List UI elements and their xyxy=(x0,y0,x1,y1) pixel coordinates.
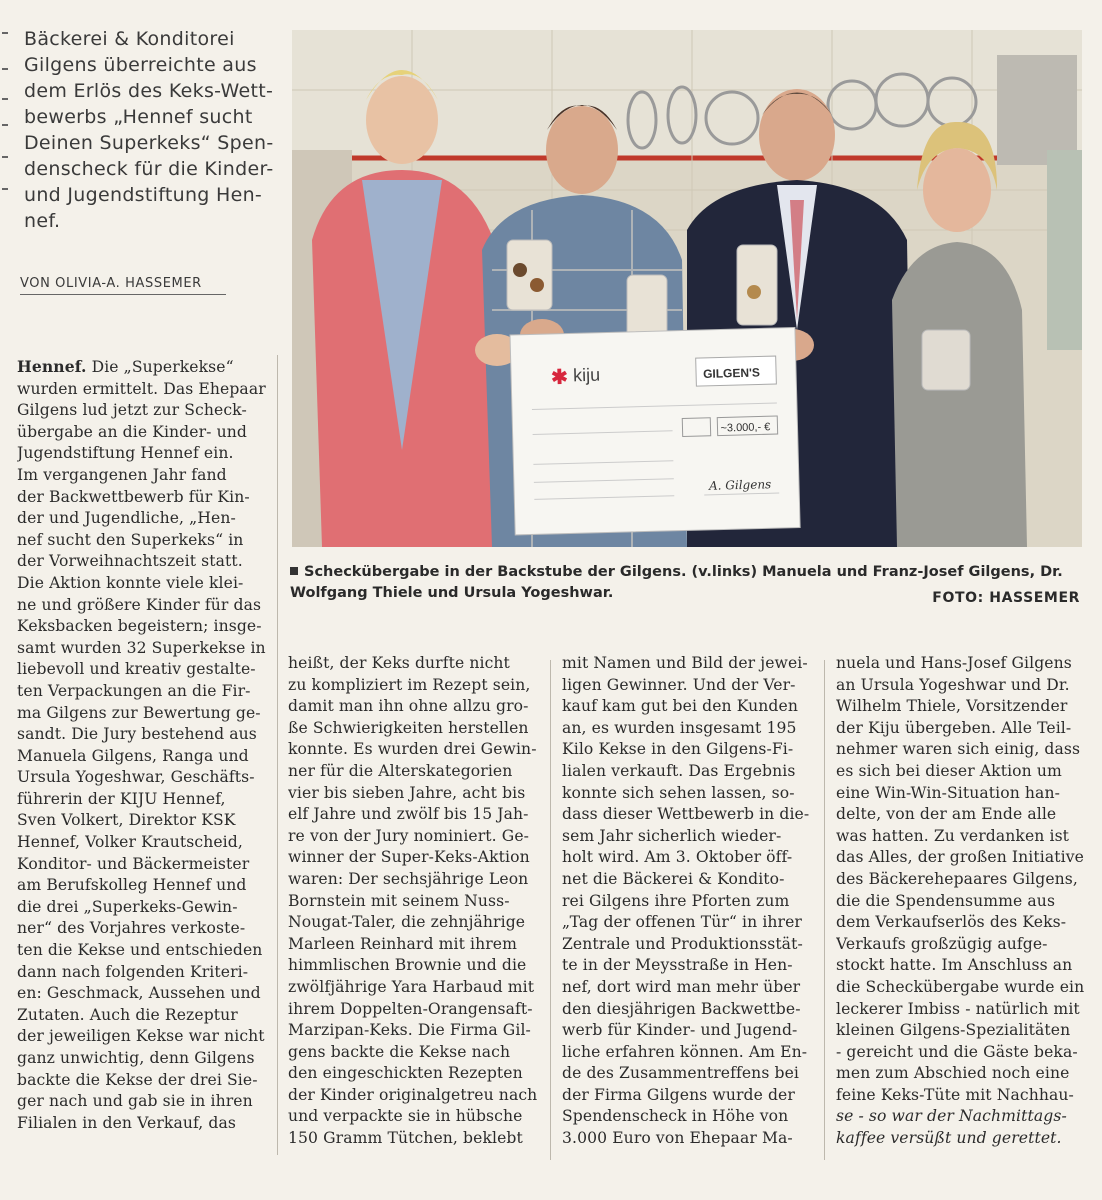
column-line: nuela und Hans-Josef Gilgens xyxy=(836,654,1072,672)
lead-line: und Jugendstiftung Hen- xyxy=(24,184,263,206)
column-line: ligen Gewinner. Und der Ver- xyxy=(562,675,796,694)
column-line: konnte. Es wurden drei Gewin- xyxy=(288,740,537,759)
column-line: die Scheckübergabe wurde ein xyxy=(836,977,1085,996)
column-line: ner“ des Vorjahres verkoste- xyxy=(17,919,246,938)
column-line: kleinen Gilgens-Spezialitäten xyxy=(836,1021,1071,1040)
column-line: Keksbacken begeistern; insge- xyxy=(17,617,262,636)
column-line: Filialen in den Verkauf, das xyxy=(17,1113,237,1132)
column-line: Wilhelm Thiele, Vorsitzender xyxy=(836,697,1068,716)
column-line: Sven Volkert, Direktor KSK xyxy=(17,811,236,830)
column-line: an, es wurden insgesamt 195 xyxy=(562,718,797,737)
column-line xyxy=(17,356,267,379)
cheque-logo-left: kiju xyxy=(572,364,601,386)
column-line: Kilo Kekse in den Gilgens-Fi- xyxy=(562,740,794,759)
column-line: samt wurden 32 Superkekse in xyxy=(17,638,266,657)
column-line: der und Jugendliche, „Hen- xyxy=(17,509,236,528)
column-line: liebevoll und kreativ gestalte- xyxy=(17,660,256,679)
column-line: en: Geschmack, Aussehen und xyxy=(17,984,261,1003)
lead-line: Deinen Superkeks“ Spen- xyxy=(24,132,274,154)
column-line: Gilgens lud jetzt zur Scheck- xyxy=(17,401,247,420)
column-line: Konditor- und Bäckermeister xyxy=(17,854,250,873)
column-line: die drei „Superkeks-Gewin- xyxy=(17,897,238,916)
column-divider xyxy=(550,660,551,1160)
column-line: führerin der KIJU Hennef, xyxy=(17,789,226,808)
column-line: ihrem Doppelten-Orangensaft- xyxy=(288,999,533,1018)
column-line: eine Win-Win-Situation han- xyxy=(836,783,1060,802)
column-line: Manuela Gilgens, Ranga und xyxy=(17,746,249,765)
article-lead xyxy=(24,26,274,234)
column-line: lialen verkauft. Das Ergebnis xyxy=(562,761,796,780)
column-line: net die Bäckerei & Kondito- xyxy=(562,869,785,888)
column-line: feine Keks-Tüte mit Nachhau- xyxy=(836,1085,1074,1104)
column-line: sandt. Die Jury bestehend aus xyxy=(17,725,257,744)
column-line: kauf kam gut bei den Kunden xyxy=(562,697,798,716)
column-line: das Alles, der großen Initiative xyxy=(836,848,1084,867)
cheque-amount: ~3.000,- € xyxy=(720,421,771,435)
column-line: heißt, der Keks durfte nicht xyxy=(288,654,510,672)
column-line: dann nach folgenden Kriteri- xyxy=(17,962,249,981)
article-column-2 xyxy=(288,653,540,1150)
column-line: ger nach und gab sie in ihren xyxy=(17,1092,253,1111)
caption-line-1 xyxy=(290,562,1082,583)
column-line: himmlischen Brownie und die xyxy=(288,956,527,975)
column-line: ße Schwierigkeiten herstellen xyxy=(288,718,529,737)
column-line: 150 Gramm Tütchen, beklebt xyxy=(288,1129,523,1148)
column-line: den diesjährigen Backwettbe- xyxy=(562,999,801,1018)
column-line: Zutaten. Auch die Rezeptur xyxy=(17,1005,238,1024)
column-line: winner der Super-Keks-Aktion xyxy=(288,848,530,867)
column-divider xyxy=(824,660,825,1160)
column-line: se - so war der Nachmittags- xyxy=(836,1107,1067,1126)
column-line: es sich bei dieser Aktion um xyxy=(836,761,1062,780)
column-line: ten die Kekse und entschieden xyxy=(17,941,263,960)
column-line: zwölfjährige Yara Harbaud mit xyxy=(288,977,535,996)
column-line: 3.000 Euro von Ehepaar Ma- xyxy=(562,1129,793,1148)
column-line: nehmer waren sich einig, dass xyxy=(836,740,1081,759)
column-line: werb für Kinder- und Jugend- xyxy=(562,1021,798,1040)
article-photo xyxy=(292,30,1082,547)
column-line: Spendenscheck in Höhe von xyxy=(562,1107,789,1126)
column-line: stockt hatte. Im Anschluss an xyxy=(836,956,1073,975)
column-line: der Kinder originalgetreu nach xyxy=(288,1085,538,1104)
column-line: men zum Abschied noch eine xyxy=(836,1064,1070,1083)
column-line: Ursula Yogeshwar, Geschäfts- xyxy=(17,768,255,787)
column-line: te in der Meysstraße in Hen- xyxy=(562,956,793,975)
column-line: Im vergangenen Jahr fand xyxy=(17,465,227,484)
caption-text-1: Scheckübergabe in der Backstube der Gilgens. (v.links) Manuela und Franz-Josef Gilgens, Dr. xyxy=(304,564,1063,580)
column-line: Jugendstiftung Hennef ein. xyxy=(17,444,234,463)
column-line: ner für die Alterskategorien xyxy=(288,761,513,780)
column-line: übergabe an die Kinder- und xyxy=(17,422,247,441)
lead-line: Gilgens überreichte aus xyxy=(24,54,257,76)
svg-text:✱: ✱ xyxy=(550,366,569,389)
column-line: ma Gilgens zur Bewertung ge- xyxy=(17,703,261,722)
caption-text-2: Wolfgang Thiele und Ursula Yogeshwar. xyxy=(290,585,614,601)
column-line: und verpackte sie in hübsche xyxy=(288,1107,523,1126)
column-line: Die Aktion konnte viele klei- xyxy=(17,573,244,592)
column-line: backte die Kekse der drei Sie- xyxy=(17,1070,258,1089)
column-line: Verkaufs großzügig aufge- xyxy=(836,934,1048,953)
column-line: nef sucht den Superkeks“ in xyxy=(17,530,244,549)
article-column-1 xyxy=(17,356,267,1134)
byline: VON OLIVIA-A. HASSEMER xyxy=(20,276,226,295)
column-line: ten Verpackungen an die Fir- xyxy=(17,681,251,700)
photo-credit: FOTO: HASSEMER xyxy=(932,590,1080,606)
column-line: delte, von der am Ende alle xyxy=(836,805,1057,824)
page-edge-marks xyxy=(0,28,12,228)
column-line: „Tag der offenen Tür“ in ihrer xyxy=(562,913,802,932)
column-line: waren: Der sechsjährige Leon xyxy=(288,869,529,888)
column-line: den eingeschickten Rezepten xyxy=(288,1064,523,1083)
column-line: elf Jahre und zwölf bis 15 Jah- xyxy=(288,805,529,824)
column-line: de des Zusammentreffens bei xyxy=(562,1064,799,1083)
lead-line: dem Erlös des Keks-Wett- xyxy=(24,80,274,102)
column-line: gens backte die Kekse nach xyxy=(288,1042,511,1061)
column-line: Nougat-Taler, die zehnjährige xyxy=(288,913,526,932)
lead-line: bewerbs „Hennef sucht xyxy=(24,106,253,128)
column-line: nef, dort wird man mehr über xyxy=(562,977,801,996)
photo-illustration xyxy=(292,30,1082,547)
column-line: Zentrale und Produktionsstät- xyxy=(562,934,803,953)
column-line: Hennef, Volker Krautscheid, xyxy=(17,833,243,852)
column-line: vier bis sieben Jahre, acht bis xyxy=(288,783,526,802)
article-column-3 xyxy=(562,653,814,1150)
column-line: zu kompliziert im Rezept sein, xyxy=(288,675,531,694)
column-line: dem Verkaufserlös des Keks- xyxy=(836,913,1067,932)
column-line: Marleen Reinhard mit ihrem xyxy=(288,934,517,953)
lead-line: Bäckerei & Konditorei xyxy=(24,28,235,50)
column-line: die die Spendensumme aus xyxy=(836,891,1056,910)
column-line: mit Namen und Bild der jewei- xyxy=(562,654,808,672)
column-line: ganz unwichtig, denn Gilgens xyxy=(17,1049,255,1067)
column-line: was hatten. Zu verdanken ist xyxy=(836,826,1070,845)
column-line: der Backwettbewerb für Kin- xyxy=(17,487,250,506)
column-line: leckerer Imbiss - natürlich mit xyxy=(836,999,1080,1018)
column-divider xyxy=(277,355,278,1155)
column-line: konnte sich sehen lassen, so- xyxy=(562,783,795,802)
dateline: Hennef. xyxy=(17,357,87,376)
column-line: sem Jahr sicherlich wieder- xyxy=(562,826,782,845)
column-line: damit man ihn ohne allzu gro- xyxy=(288,697,529,716)
lead-line: nef. xyxy=(24,210,61,232)
column-line: der jeweiligen Kekse war nicht xyxy=(17,1027,265,1046)
article-column-4 xyxy=(836,653,1088,1150)
caption-bullet-icon xyxy=(290,567,298,575)
cheque-logo-right: GILGEN'S xyxy=(702,365,761,381)
column-line: wurden ermittelt. Das Ehepaar xyxy=(17,379,266,398)
column-line: ne und größere Kinder für das xyxy=(17,595,262,614)
lead-line: denscheck für die Kinder- xyxy=(24,158,274,180)
column-line: an Ursula Yogeshwar und Dr. xyxy=(836,675,1070,694)
column-line: holt wird. Am 3. Oktober öff- xyxy=(562,848,793,867)
column-line: der Vorweihnachtszeit statt. xyxy=(17,552,243,571)
cheque-signature: A. Gilgens xyxy=(708,477,772,493)
column-line: rei Gilgens ihre Pforten zum xyxy=(562,891,790,910)
column-line: des Bäckerehepaares Gilgens, xyxy=(836,869,1078,888)
column-line: am Berufskolleg Hennef und xyxy=(17,876,247,895)
column-line: dass dieser Wettbewerb in die- xyxy=(562,805,810,824)
column-line-rest: Die „Superkekse“ xyxy=(86,358,234,376)
column-line: - gereicht und die Gäste beka- xyxy=(836,1042,1078,1061)
column-line: Marzipan-Keks. Die Firma Gil- xyxy=(288,1021,531,1040)
column-line: der Firma Gilgens wurde der xyxy=(562,1085,795,1104)
column-line: der Kiju übergeben. Alle Teil- xyxy=(836,718,1072,737)
column-line: kaffee versüßt und gerettet. xyxy=(836,1129,1062,1148)
column-line: Bornstein mit seinem Nuss- xyxy=(288,891,510,910)
column-line: re von der Jury nominiert. Ge- xyxy=(288,826,530,845)
column-line: liche erfahren können. Am En- xyxy=(562,1042,808,1061)
